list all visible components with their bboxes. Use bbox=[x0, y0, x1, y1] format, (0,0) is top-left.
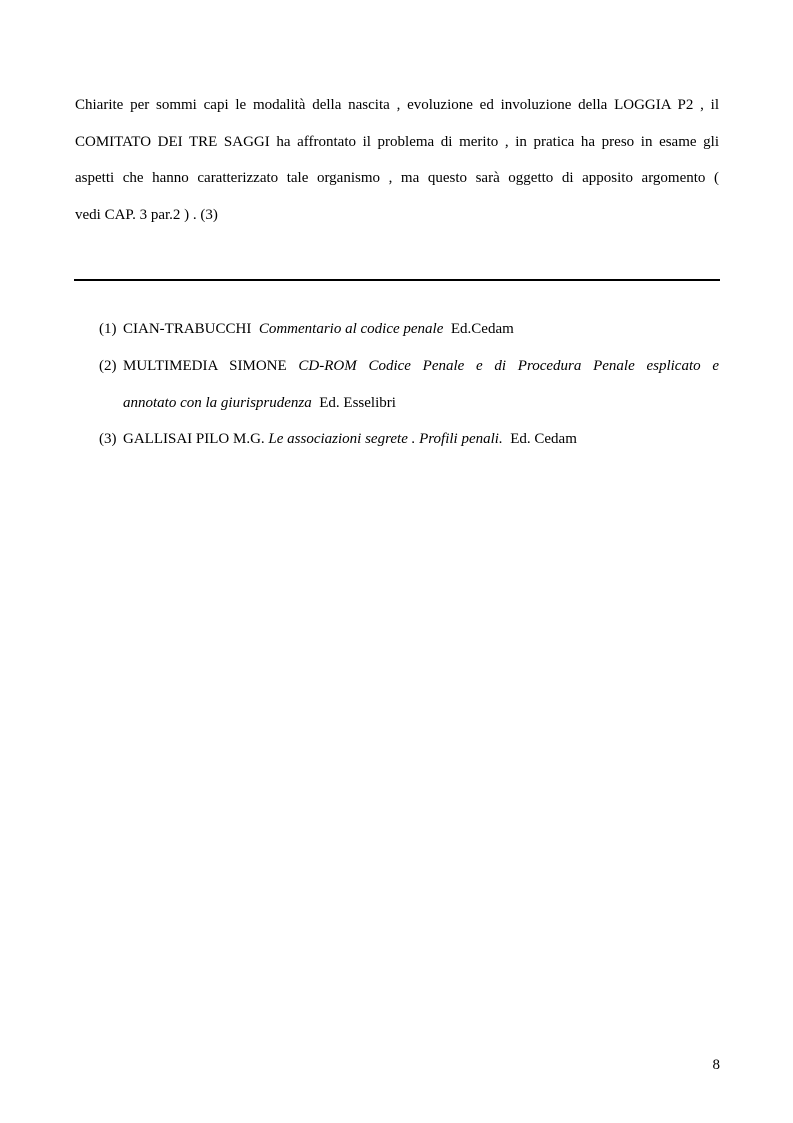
paragraph-line: aspetti che hanno caratterizzato tale organismo , ma questo sarà oggetto di apposito argomento ( bbox=[75, 170, 719, 186]
footnote-entry bbox=[123, 320, 514, 338]
footnote-title: Le associazioni segrete . Profili penali. bbox=[268, 431, 503, 447]
footnote-number: (2) bbox=[99, 358, 117, 374]
paragraph-line: Chiarite per sommi capi le modalità della nascita , evoluzione ed involuzione della LOGGIA P2 , il bbox=[75, 97, 719, 113]
footnote-author: GALLISAI PILO M.G. bbox=[123, 431, 265, 447]
footnote-title: CD-ROM Codice Penale e di Procedura Penale esplicato e bbox=[298, 358, 720, 374]
footnote-publisher: Ed. Esselibri bbox=[319, 395, 396, 411]
paragraph-line: vedi CAP. 3 par.2 ) . (3) bbox=[75, 207, 218, 223]
footnote-separator bbox=[74, 279, 720, 281]
footnote-entry-continuation bbox=[123, 394, 396, 412]
footnote-author: CIAN-TRABUCCHI bbox=[123, 321, 252, 337]
footnote-entry bbox=[123, 430, 577, 448]
page-number: 8 bbox=[712, 1057, 720, 1073]
footnote-number: (3) bbox=[99, 431, 117, 447]
footnote-author: MULTIMEDIA SIMONE bbox=[123, 358, 287, 374]
footnote-entry bbox=[123, 357, 719, 375]
paragraph-line: COMITATO DEI TRE SAGGI ha affrontato il problema di merito , in pratica ha preso in esame gli bbox=[75, 134, 719, 150]
footnote-title: Commentario al codice penale bbox=[258, 321, 444, 337]
footnote-publisher: Ed.Cedam bbox=[450, 321, 514, 337]
footnote-publisher: Ed. Cedam bbox=[510, 431, 577, 447]
footnote-number: (1) bbox=[99, 321, 117, 337]
footnote-title: annotato con la giurisprudenza bbox=[123, 395, 312, 411]
